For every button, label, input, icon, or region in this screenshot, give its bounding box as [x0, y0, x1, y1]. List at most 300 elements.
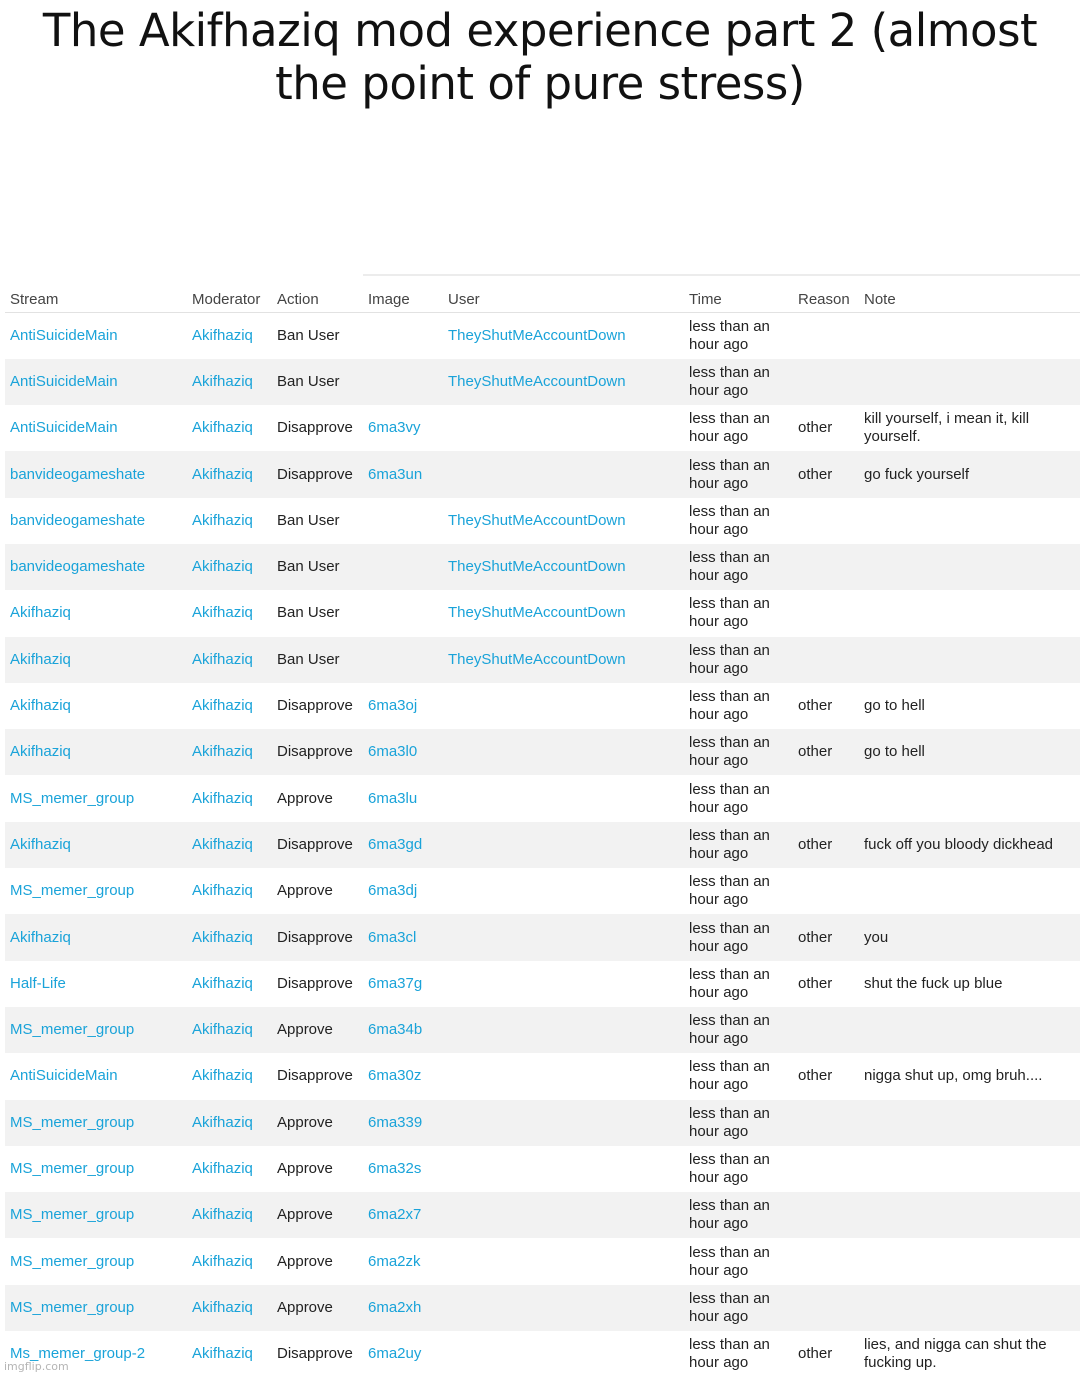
stream-link[interactable]: Akifhaziq — [10, 604, 71, 621]
image-link[interactable]: 6ma3vy — [368, 419, 421, 436]
stream-link[interactable]: MS_memer_group — [10, 790, 134, 807]
table-cell-action — [272, 359, 363, 405]
table-cell-user — [443, 1285, 684, 1331]
time-cell: less than an hour ago — [689, 873, 781, 909]
moderator-link[interactable]: Akifhaziq — [192, 1067, 253, 1084]
table-cell-user — [443, 729, 684, 775]
action-cell: Disapprove — [277, 1345, 353, 1362]
column-header-stream: Stream — [5, 275, 187, 313]
table-cell-image — [363, 914, 443, 960]
image-link[interactable]: 6ma3oj — [368, 697, 417, 714]
moderator-link[interactable]: Akifhaziq — [192, 466, 253, 483]
table-cell-time — [684, 590, 793, 636]
stream-link[interactable]: AntiSuicideMain — [10, 327, 118, 344]
action-cell: Disapprove — [277, 1067, 353, 1084]
table-cell-moderator — [187, 451, 272, 497]
table-cell-note — [859, 868, 1080, 914]
table-cell-stream — [5, 544, 187, 590]
table-cell-image — [363, 1285, 443, 1331]
moderator-link[interactable]: Akifhaziq — [192, 697, 253, 714]
table-cell-stream — [5, 359, 187, 405]
table-cell-user — [443, 1007, 684, 1053]
table-cell-reason — [793, 1100, 859, 1146]
table-cell-reason — [793, 1331, 859, 1377]
table-cell-image — [363, 637, 443, 683]
table-cell-stream — [5, 1146, 187, 1192]
table-cell-user — [443, 544, 684, 590]
note-cell: you — [864, 929, 888, 946]
table-cell-user — [443, 914, 684, 960]
image-link[interactable]: 6ma2uy — [368, 1345, 421, 1362]
moderator-link[interactable]: Akifhaziq — [192, 790, 253, 807]
table-cell-reason — [793, 313, 859, 359]
stream-link[interactable]: banvideogameshate — [10, 558, 145, 575]
table-row — [5, 1238, 1080, 1284]
table-cell-note — [859, 1331, 1080, 1377]
table-cell-stream — [5, 313, 187, 359]
action-cell: Approve — [277, 1114, 333, 1131]
action-cell: Approve — [277, 1299, 333, 1316]
table-cell-moderator — [187, 683, 272, 729]
table-cell-moderator — [187, 590, 272, 636]
time-cell: less than an hour ago — [689, 688, 781, 724]
table-cell-note — [859, 1100, 1080, 1146]
reason-cell: other — [798, 1345, 832, 1362]
table-cell-note — [859, 1285, 1080, 1331]
time-cell: less than an hour ago — [689, 642, 781, 678]
mod-log-body — [5, 313, 1080, 1377]
stream-link[interactable]: MS_memer_group — [10, 1299, 134, 1316]
table-cell-stream — [5, 822, 187, 868]
note-cell: go to hell — [864, 743, 925, 760]
table-cell-user — [443, 405, 684, 451]
user-link[interactable]: TheyShutMeAccountDown — [448, 558, 626, 575]
table-cell-action — [272, 961, 363, 1007]
table-cell-image — [363, 822, 443, 868]
moderator-link[interactable]: Akifhaziq — [192, 1160, 253, 1177]
column-header-user: User — [443, 275, 684, 313]
table-cell-note — [859, 590, 1080, 636]
table-cell-image — [363, 1053, 443, 1099]
stream-link[interactable]: MS_memer_group — [10, 1021, 134, 1038]
stream-link[interactable]: MS_memer_group — [10, 1160, 134, 1177]
table-cell-note — [859, 914, 1080, 960]
stream-link[interactable]: Akifhaziq — [10, 836, 71, 853]
time-cell: less than an hour ago — [689, 1336, 781, 1372]
stream-link[interactable]: Akifhaziq — [10, 929, 71, 946]
time-cell: less than an hour ago — [689, 781, 781, 817]
moderator-link[interactable]: Akifhaziq — [192, 512, 253, 529]
table-cell-image — [363, 683, 443, 729]
image-link[interactable]: 6ma32s — [368, 1160, 421, 1177]
table-cell-image — [363, 590, 443, 636]
table-cell-user — [443, 775, 684, 821]
image-link[interactable]: 6ma2x7 — [368, 1206, 421, 1223]
time-cell: less than an hour ago — [689, 1244, 781, 1280]
stream-link[interactable]: Half-Life — [10, 975, 66, 992]
moderator-link[interactable]: Akifhaziq — [192, 373, 253, 390]
table-cell-image — [363, 1100, 443, 1146]
table-cell-image — [363, 729, 443, 775]
moderator-link[interactable]: Akifhaziq — [192, 1021, 253, 1038]
table-cell-moderator — [187, 868, 272, 914]
table-cell-reason — [793, 359, 859, 405]
table-cell-reason — [793, 1053, 859, 1099]
stream-link[interactable]: Ms_memer_group-2 — [10, 1345, 145, 1362]
column-header-image: Image — [363, 275, 443, 313]
table-cell-action — [272, 313, 363, 359]
table-cell-time — [684, 961, 793, 1007]
table-cell-action — [272, 1053, 363, 1099]
table-cell-time — [684, 1192, 793, 1238]
table-cell-reason — [793, 822, 859, 868]
image-link[interactable]: 6ma3un — [368, 466, 422, 483]
table-cell-reason — [793, 1238, 859, 1284]
stream-link[interactable]: Akifhaziq — [10, 651, 71, 668]
action-cell: Approve — [277, 882, 333, 899]
table-cell-stream — [5, 729, 187, 775]
moderator-link[interactable]: Akifhaziq — [192, 1206, 253, 1223]
table-cell-reason — [793, 1146, 859, 1192]
table-cell-user — [443, 498, 684, 544]
table-row — [5, 637, 1080, 683]
table-cell-action — [272, 1331, 363, 1377]
table-row — [5, 822, 1080, 868]
table-cell-note — [859, 313, 1080, 359]
moderator-link[interactable]: Akifhaziq — [192, 836, 253, 853]
action-cell: Approve — [277, 1021, 333, 1038]
note-cell: go fuck yourself — [864, 466, 969, 483]
table-cell-action — [272, 498, 363, 544]
stream-link[interactable]: MS_memer_group — [10, 1206, 134, 1223]
column-header-time: Time — [684, 275, 793, 313]
table-cell-user — [443, 822, 684, 868]
time-cell: less than an hour ago — [689, 410, 781, 446]
table-cell-action — [272, 683, 363, 729]
action-cell: Disapprove — [277, 743, 353, 760]
table-cell-reason — [793, 544, 859, 590]
table-row — [5, 1100, 1080, 1146]
time-cell: less than an hour ago — [689, 1105, 781, 1141]
table-cell-note — [859, 544, 1080, 590]
image-link[interactable]: 6ma2xh — [368, 1299, 421, 1316]
stream-link[interactable]: MS_memer_group — [10, 882, 134, 899]
reason-cell: other — [798, 836, 832, 853]
table-cell-image — [363, 1331, 443, 1377]
table-cell-stream — [5, 914, 187, 960]
time-cell: less than an hour ago — [689, 1151, 781, 1187]
table-cell-time — [684, 359, 793, 405]
table-cell-action — [272, 590, 363, 636]
table-cell-note — [859, 683, 1080, 729]
table-cell-action — [272, 405, 363, 451]
table-cell-image — [363, 868, 443, 914]
table-cell-moderator — [187, 822, 272, 868]
table-cell-moderator — [187, 1238, 272, 1284]
table-cell-moderator — [187, 1146, 272, 1192]
table-cell-note — [859, 1192, 1080, 1238]
table-cell-action — [272, 1238, 363, 1284]
note-cell: lies, and nigga can shut the fucking up. — [864, 1336, 1047, 1371]
action-cell: Disapprove — [277, 466, 353, 483]
user-link[interactable]: TheyShutMeAccountDown — [448, 651, 626, 668]
reason-cell: other — [798, 1067, 832, 1084]
table-cell-reason — [793, 405, 859, 451]
table-cell-moderator — [187, 775, 272, 821]
table-cell-moderator — [187, 1285, 272, 1331]
action-cell: Ban User — [277, 604, 340, 621]
table-cell-moderator — [187, 498, 272, 544]
note-cell: fuck off you bloody dickhead — [864, 836, 1053, 853]
table-cell-reason — [793, 637, 859, 683]
table-cell-time — [684, 313, 793, 359]
table-cell-user — [443, 683, 684, 729]
moderator-link[interactable]: Akifhaziq — [192, 558, 253, 575]
table-cell-image — [363, 451, 443, 497]
table-cell-user — [443, 1331, 684, 1377]
table-cell-user — [443, 1053, 684, 1099]
moderator-link[interactable]: Akifhaziq — [192, 1299, 253, 1316]
table-cell-reason — [793, 498, 859, 544]
stream-link[interactable]: Akifhaziq — [10, 743, 71, 760]
table-cell-image — [363, 1192, 443, 1238]
table-cell-note — [859, 405, 1080, 451]
table-cell-moderator — [187, 637, 272, 683]
moderator-link[interactable]: Akifhaziq — [192, 882, 253, 899]
table-row — [5, 590, 1080, 636]
table-cell-image — [363, 1238, 443, 1284]
table-cell-time — [684, 683, 793, 729]
table-cell-stream — [5, 498, 187, 544]
table-cell-action — [272, 822, 363, 868]
stream-link[interactable]: AntiSuicideMain — [10, 1067, 118, 1084]
table-cell-note — [859, 498, 1080, 544]
table-cell-action — [272, 1285, 363, 1331]
table-cell-note — [859, 729, 1080, 775]
table-cell-note — [859, 451, 1080, 497]
image-link[interactable]: 6ma3cl — [368, 929, 416, 946]
time-cell: less than an hour ago — [689, 503, 781, 539]
mod-log-table — [5, 274, 1080, 1377]
image-link[interactable]: 6ma37g — [368, 975, 422, 992]
stream-link[interactable]: MS_memer_group — [10, 1253, 134, 1270]
table-cell-reason — [793, 590, 859, 636]
time-cell: less than an hour ago — [689, 1058, 781, 1094]
table-cell-reason — [793, 1007, 859, 1053]
table-cell-stream — [5, 1238, 187, 1284]
table-cell-moderator — [187, 313, 272, 359]
reason-cell: other — [798, 975, 832, 992]
table-cell-stream — [5, 1007, 187, 1053]
table-cell-user — [443, 637, 684, 683]
time-cell: less than an hour ago — [689, 1197, 781, 1233]
table-cell-image — [363, 775, 443, 821]
table-cell-moderator — [187, 914, 272, 960]
user-link[interactable]: TheyShutMeAccountDown — [448, 327, 626, 344]
table-cell-image — [363, 313, 443, 359]
table-cell-action — [272, 1100, 363, 1146]
table-cell-user — [443, 1192, 684, 1238]
moderator-link[interactable]: Akifhaziq — [192, 327, 253, 344]
table-cell-action — [272, 1146, 363, 1192]
image-link[interactable]: 6ma3gd — [368, 836, 422, 853]
action-cell: Disapprove — [277, 929, 353, 946]
image-link[interactable]: 6ma3l0 — [368, 743, 417, 760]
table-cell-action — [272, 1007, 363, 1053]
table-cell-stream — [5, 868, 187, 914]
table-row — [5, 498, 1080, 544]
table-row — [5, 683, 1080, 729]
table-cell-moderator — [187, 359, 272, 405]
image-link[interactable]: 6ma3dj — [368, 882, 417, 899]
table-cell-user — [443, 451, 684, 497]
action-cell: Approve — [277, 1160, 333, 1177]
time-cell: less than an hour ago — [689, 549, 781, 585]
table-cell-stream — [5, 1285, 187, 1331]
action-cell: Ban User — [277, 651, 340, 668]
column-header-reason: Reason — [793, 275, 859, 313]
stream-link[interactable]: banvideogameshate — [10, 466, 145, 483]
table-row — [5, 775, 1080, 821]
action-cell: Disapprove — [277, 697, 353, 714]
table-cell-time — [684, 1331, 793, 1377]
table-cell-moderator — [187, 1100, 272, 1146]
table-cell-action — [272, 544, 363, 590]
table-cell-reason — [793, 729, 859, 775]
image-link[interactable]: 6ma30z — [368, 1067, 421, 1084]
image-link[interactable]: 6ma339 — [368, 1114, 422, 1131]
table-cell-stream — [5, 590, 187, 636]
stream-link[interactable]: banvideogameshate — [10, 512, 145, 529]
table-cell-reason — [793, 683, 859, 729]
table-cell-reason — [793, 1285, 859, 1331]
table-cell-image — [363, 1146, 443, 1192]
table-cell-note — [859, 1007, 1080, 1053]
table-cell-reason — [793, 914, 859, 960]
table-cell-moderator — [187, 1007, 272, 1053]
table-row — [5, 1192, 1080, 1238]
note-cell: shut the fuck up blue — [864, 975, 1002, 992]
action-cell: Approve — [277, 790, 333, 807]
time-cell: less than an hour ago — [689, 364, 781, 400]
table-cell-note — [859, 775, 1080, 821]
table-cell-action — [272, 914, 363, 960]
table-cell-user — [443, 1100, 684, 1146]
table-cell-moderator — [187, 1192, 272, 1238]
table-cell-stream — [5, 1192, 187, 1238]
table-cell-action — [272, 868, 363, 914]
table-cell-stream — [5, 451, 187, 497]
table-cell-stream — [5, 405, 187, 451]
action-cell: Ban User — [277, 373, 340, 390]
time-cell: less than an hour ago — [689, 595, 781, 631]
table-cell-reason — [793, 1192, 859, 1238]
moderator-link[interactable]: Akifhaziq — [192, 1253, 253, 1270]
action-cell: Disapprove — [277, 975, 353, 992]
table-row — [5, 914, 1080, 960]
table-cell-time — [684, 1146, 793, 1192]
action-cell: Disapprove — [277, 419, 353, 436]
time-cell: less than an hour ago — [689, 734, 781, 770]
stream-link[interactable]: MS_memer_group — [10, 1114, 134, 1131]
stream-link[interactable]: Akifhaziq — [10, 697, 71, 714]
table-cell-stream — [5, 961, 187, 1007]
time-cell: less than an hour ago — [689, 318, 781, 354]
table-cell-stream — [5, 683, 187, 729]
moderator-link[interactable]: Akifhaziq — [192, 929, 253, 946]
table-row — [5, 1285, 1080, 1331]
mod-log-header — [5, 275, 1080, 313]
table-row — [5, 451, 1080, 497]
table-cell-action — [272, 637, 363, 683]
table-cell-user — [443, 961, 684, 1007]
table-cell-moderator — [187, 405, 272, 451]
note-cell: go to hell — [864, 697, 925, 714]
image-link[interactable]: 6ma2zk — [368, 1253, 421, 1270]
stream-link[interactable]: AntiSuicideMain — [10, 419, 118, 436]
table-cell-time — [684, 1100, 793, 1146]
table-cell-time — [684, 822, 793, 868]
moderator-link[interactable]: Akifhaziq — [192, 1345, 253, 1362]
table-row — [5, 544, 1080, 590]
table-row — [5, 729, 1080, 775]
table-cell-time — [684, 1053, 793, 1099]
time-cell: less than an hour ago — [689, 920, 781, 956]
table-cell-time — [684, 775, 793, 821]
table-row — [5, 1146, 1080, 1192]
table-row — [5, 1007, 1080, 1053]
table-cell-stream — [5, 637, 187, 683]
table-cell-moderator — [187, 1053, 272, 1099]
moderator-link[interactable]: Akifhaziq — [192, 743, 253, 760]
stream-link[interactable]: AntiSuicideMain — [10, 373, 118, 390]
table-cell-action — [272, 1192, 363, 1238]
table-cell-image — [363, 544, 443, 590]
table-cell-moderator — [187, 961, 272, 1007]
action-cell: Ban User — [277, 327, 340, 344]
image-link[interactable]: 6ma34b — [368, 1021, 422, 1038]
table-cell-image — [363, 961, 443, 1007]
table-cell-moderator — [187, 1331, 272, 1377]
table-cell-note — [859, 1053, 1080, 1099]
moderator-link[interactable]: Akifhaziq — [192, 651, 253, 668]
reason-cell: other — [798, 929, 832, 946]
image-link[interactable]: 6ma3lu — [368, 790, 417, 807]
time-cell: less than an hour ago — [689, 1012, 781, 1048]
table-cell-time — [684, 451, 793, 497]
moderator-link[interactable]: Akifhaziq — [192, 975, 253, 992]
table-cell-user — [443, 359, 684, 405]
user-link[interactable]: TheyShutMeAccountDown — [448, 373, 626, 390]
user-link[interactable]: TheyShutMeAccountDown — [448, 512, 626, 529]
table-cell-moderator — [187, 729, 272, 775]
moderator-link[interactable]: Akifhaziq — [192, 1114, 253, 1131]
reason-cell: other — [798, 743, 832, 760]
moderator-link[interactable]: Akifhaziq — [192, 604, 253, 621]
table-cell-stream — [5, 1100, 187, 1146]
table-cell-note — [859, 961, 1080, 1007]
action-cell: Approve — [277, 1253, 333, 1270]
column-header-action: Action — [272, 275, 363, 313]
user-link[interactable]: TheyShutMeAccountDown — [448, 604, 626, 621]
moderator-link[interactable]: Akifhaziq — [192, 419, 253, 436]
table-cell-user — [443, 590, 684, 636]
table-cell-image — [363, 498, 443, 544]
meme-caption: The Akifhaziq mod experience part 2 (almost the point of pure stress) — [0, 4, 1080, 110]
table-cell-time — [684, 405, 793, 451]
table-cell-time — [684, 637, 793, 683]
action-cell: Ban User — [277, 512, 340, 529]
